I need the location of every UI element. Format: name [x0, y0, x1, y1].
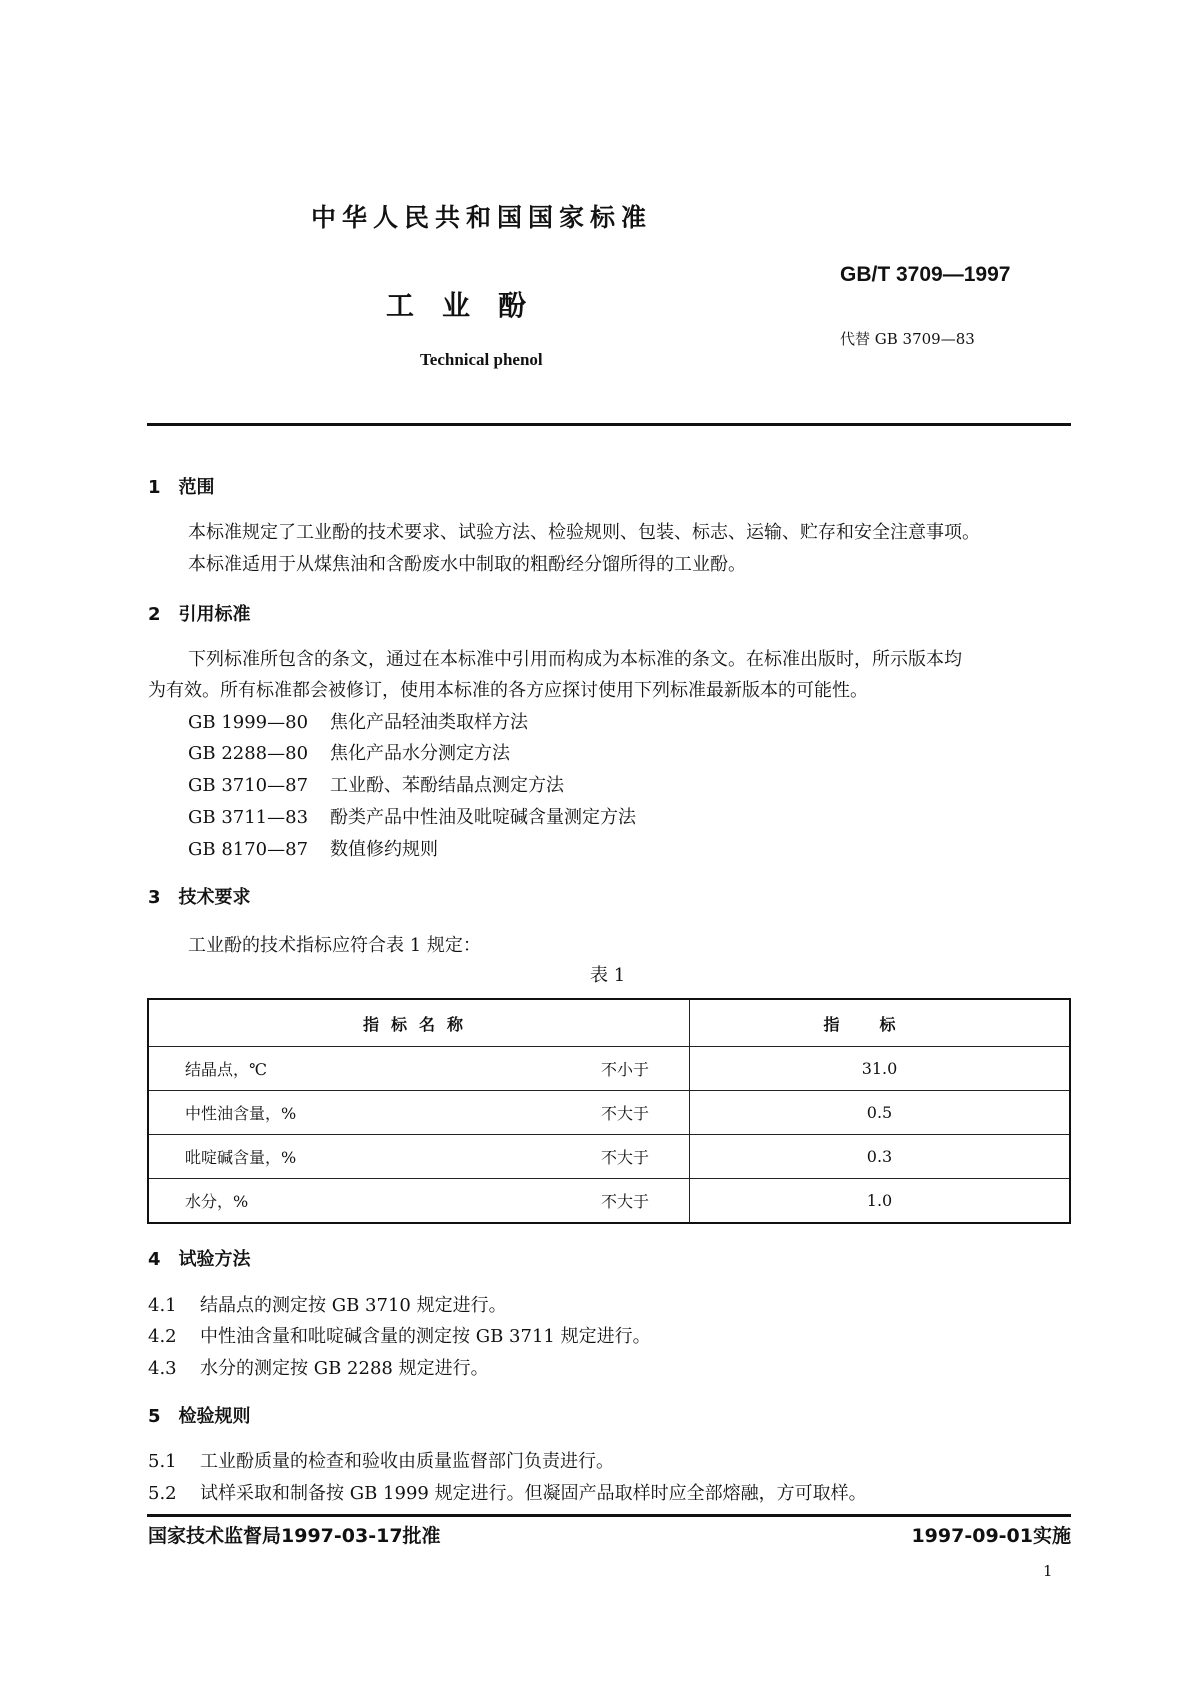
effective-date: 1997-09-01实施 [911, 1525, 1071, 1547]
table-row [148, 1135, 1070, 1179]
cell-name: 吡啶碱含量，% [148, 1135, 487, 1179]
ref-title: 数值修约规则 [330, 839, 438, 860]
clause-text: 结晶点的测定按 GB 3710 规定进行。 [200, 1295, 507, 1316]
ref-code: GB 3710—87 [188, 775, 309, 796]
paragraph: 下列标准所包含的条文，通过在本标准中引用而构成为本标准的条文。在标准出版时，所示版本均 [188, 649, 962, 670]
table-row [148, 1179, 1070, 1224]
cell-value: 1.0 [690, 1179, 1071, 1224]
standard-number: GB/T 3709—1997 [840, 263, 1011, 286]
cell-qualifier: 不大于 [487, 1179, 689, 1224]
table-row [148, 1047, 1070, 1091]
clause-text: 水分的测定按 GB 2288 规定进行。 [200, 1358, 489, 1379]
header-rule [147, 423, 1071, 426]
cell-qualifier: 不大于 [487, 1091, 689, 1135]
title-cn: 工 业 酚 [386, 289, 527, 322]
cell-name: 结晶点，℃ [148, 1047, 487, 1091]
section-2-heading: 2 引用标准 [148, 604, 251, 625]
clause-number: 4.1 [148, 1295, 177, 1316]
ref-code: GB 2288—80 [188, 743, 309, 764]
header-name: 指标名称 [148, 999, 690, 1047]
cell-name: 中性油含量，% [148, 1091, 487, 1135]
section-1-heading: 1 范围 [148, 477, 215, 498]
ref-title: 酚类产品中性油及吡啶碱含量测定方法 [330, 807, 636, 828]
clause-number: 5.2 [148, 1483, 177, 1504]
ref-title: 工业酚、苯酚结晶点测定方法 [330, 775, 564, 796]
cell-value: 0.3 [690, 1135, 1071, 1179]
clause-text: 中性油含量和吡啶碱含量的测定按 GB 3711 规定进行。 [200, 1326, 651, 1347]
clause-text: 试样采取和制备按 GB 1999 规定进行。但凝固产品取样时应全部熔融，方可取样。 [200, 1483, 867, 1504]
cell-value: 31.0 [690, 1047, 1071, 1091]
paragraph: 本标准规定了工业酚的技术要求、试验方法、检验规则、包装、标志、运输、贮存和安全注意事项。 [188, 522, 980, 543]
ref-code: GB 1999—80 [188, 712, 309, 733]
cell-qualifier: 不大于 [487, 1135, 689, 1179]
cell-qualifier: 不小于 [487, 1047, 689, 1091]
table-header-row [148, 999, 1070, 1047]
paragraph: 本标准适用于从煤焦油和含酚废水中制取的粗酚经分馏所得的工业酚。 [188, 554, 746, 575]
section-5-heading: 5 检验规则 [148, 1406, 251, 1427]
ref-title: 焦化产品水分测定方法 [330, 743, 510, 764]
spec-table [147, 998, 1071, 1224]
cell-name: 水分，% [148, 1179, 487, 1224]
ref-code: GB 8170—87 [188, 839, 309, 860]
org-title: 中华人民共和国国家标准 [311, 203, 653, 232]
title-en: Technical phenol [420, 350, 543, 369]
section-3-heading: 3 技术要求 [148, 887, 251, 908]
table-caption: 表 1 [590, 965, 626, 986]
paragraph: 为有效。所有标准都会被修订，使用本标准的各方应探讨使用下列标准最新版本的可能性。 [148, 680, 868, 701]
clause-number: 4.2 [148, 1326, 177, 1347]
section-4-heading: 4 试验方法 [148, 1249, 251, 1270]
clause-text: 工业酚质量的检查和验收由质量监督部门负责进行。 [200, 1451, 614, 1472]
page-number: 1 [1043, 1562, 1053, 1580]
ref-title: 焦化产品轻油类取样方法 [330, 712, 528, 733]
replaces-note: 代替 GB 3709—83 [840, 330, 975, 348]
clause-number: 5.1 [148, 1451, 177, 1472]
footer-rule [147, 1514, 1071, 1517]
cell-value: 0.5 [690, 1091, 1071, 1135]
clause-number: 4.3 [148, 1358, 177, 1379]
approval-note: 国家技术监督局1997-03-17批准 [148, 1525, 441, 1547]
ref-code: GB 3711—83 [188, 807, 309, 828]
table-row [148, 1091, 1070, 1135]
table-intro: 工业酚的技术指标应符合表 1 规定： [188, 935, 481, 956]
header-value: 指标 [690, 999, 1071, 1047]
